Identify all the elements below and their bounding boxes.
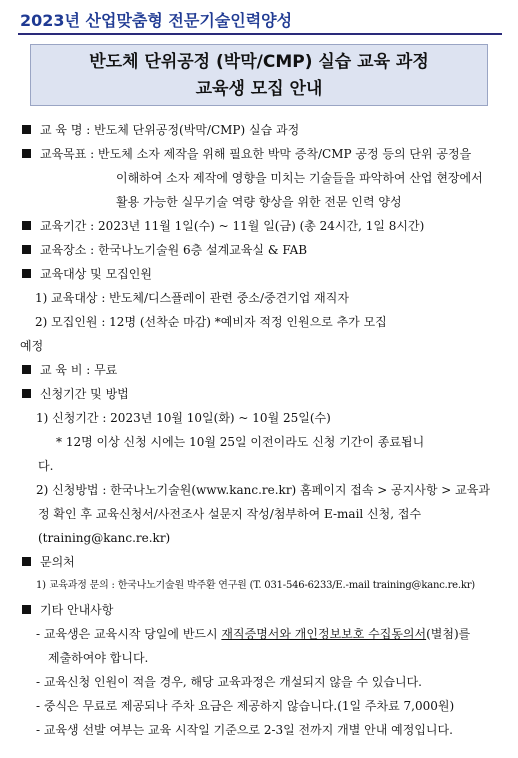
objective-line-1: 반도체 소자 제작을 위해 필요한 박막 증착/CMP 공정 등의 단위 공정을 — [98, 147, 472, 161]
objective-label: 교육목표 : — [40, 147, 99, 161]
square-bullet-icon — [22, 365, 31, 374]
etc-item-1-suffix: (별첨)를 — [426, 627, 471, 641]
application-item-2-line-3: (training@kanc.re.kr) — [38, 531, 171, 545]
application-note-line-1: * 12명 이상 신청 시에는 10월 25일 이전이라도 신청 기간이 종료됩니 — [56, 435, 425, 449]
square-bullet-icon — [22, 125, 31, 134]
square-bullet-icon — [22, 269, 31, 278]
objective-line-3: 활용 가능한 실무기술 역량 향상을 위한 전문 인력 양성 — [116, 195, 402, 209]
application-heading: 신청기간 및 방법 — [40, 387, 129, 401]
etc-item-1-underlined: 재직증명서와 개인정보보호 수집동의서 — [221, 627, 427, 641]
square-bullet-icon — [22, 605, 31, 614]
target-item-1: 1) 교육대상 : 반도체/디스플레이 관련 중소/중견기업 재직자 — [35, 291, 349, 305]
notice-body — [20, 118, 502, 742]
etc-item-1-line-1 — [20, 622, 502, 646]
target-item-2-line-2: 예정 — [20, 339, 44, 353]
period-value: 2023년 11월 1일(수) ~ 11월 일(금) (총 24시간, 1일 8시간) — [98, 219, 425, 233]
target-heading: 교육대상 및 모집인원 — [40, 267, 152, 281]
objective-line-2: 이해하여 소자 제작에 영향을 미치는 기술들을 파악하여 산업 현장에서 — [116, 171, 483, 185]
etc-item-4: - 교육생 선발 여부는 교육 시작일 기준으로 2-3일 전까지 개별 안내 예정입니다. — [36, 723, 453, 737]
target-item-2-line-1: 2) 모집인원 : 12명 (선착순 마감) *예비자 적정 인원으로 추가 모집 — [35, 315, 387, 329]
square-bullet-icon — [22, 389, 31, 398]
course-name-label: 교 육 명 : — [40, 123, 95, 137]
application-item-2-line-2: 정 확인 후 교육신청서/사전조사 설문지 작성/첨부하여 E-mail 신청, 접수 — [38, 507, 422, 521]
contact-heading: 문의처 — [40, 555, 75, 569]
fee-value: 무료 — [94, 363, 118, 377]
course-name-value: 반도체 단위공정(박막/CMP) 실습 과정 — [94, 123, 300, 137]
objective-row — [20, 142, 502, 166]
application-item-1: 1) 신청기간 : 2023년 10월 10일(화) ~ 10월 25일(수) — [36, 411, 331, 425]
application-heading-row — [20, 382, 502, 406]
etc-item-2: - 교육신청 인원이 적을 경우, 해당 교육과정은 개설되지 않을 수 있습니다. — [36, 675, 422, 689]
square-bullet-icon — [22, 221, 31, 230]
course-name-row — [20, 118, 502, 142]
etc-item-1-prefix: - 교육생은 교육시작 당일에 반드시 — [36, 627, 222, 641]
etc-item-3: - 중식은 무료로 제공되나 주차 요금은 제공하지 않습니다.(1일 주차료 7,000원) — [36, 699, 455, 713]
contact-heading-row — [20, 550, 502, 574]
program-title: 2023년 산업맞춤형 전문기술인력양성 — [20, 11, 293, 30]
application-note-line-2: 다. — [38, 459, 54, 473]
fee-label: 교 육 비 : — [40, 363, 95, 377]
square-bullet-icon — [22, 245, 31, 254]
period-label: 교육기간 : — [40, 219, 99, 233]
title-banner — [30, 44, 488, 106]
square-bullet-icon — [22, 557, 31, 566]
location-value: 한국나노기술원 6층 설계교육실 & FAB — [98, 243, 308, 257]
etc-heading: 기타 안내사항 — [40, 603, 114, 617]
location-row — [20, 238, 502, 262]
location-label: 교육장소 : — [40, 243, 99, 257]
square-bullet-icon — [22, 149, 31, 158]
top-divider — [18, 33, 502, 35]
title-line-2: 교육생 모집 안내 — [195, 79, 323, 99]
etc-heading-row — [20, 598, 502, 622]
target-heading-row — [20, 262, 502, 286]
title-line-1: 반도체 단위공정 (박막/CMP) 실습 교육 과정 — [89, 52, 429, 72]
etc-item-1-line-2: 제출하여야 합니다. — [48, 651, 149, 665]
fee-row — [20, 358, 502, 382]
contact-item-1: 1) 교육과정 문의 : 한국나노기술원 박주환 연구원 (T. 031-546-6233/E.-mail training@kanc.re.kr) — [36, 580, 476, 591]
period-row — [20, 214, 502, 238]
application-item-2-line-1: 2) 신청방법 : 한국나노기술원(www.kanc.re.kr) 홈페이지 접속 > 공지사항 > 교육과 — [36, 483, 490, 497]
